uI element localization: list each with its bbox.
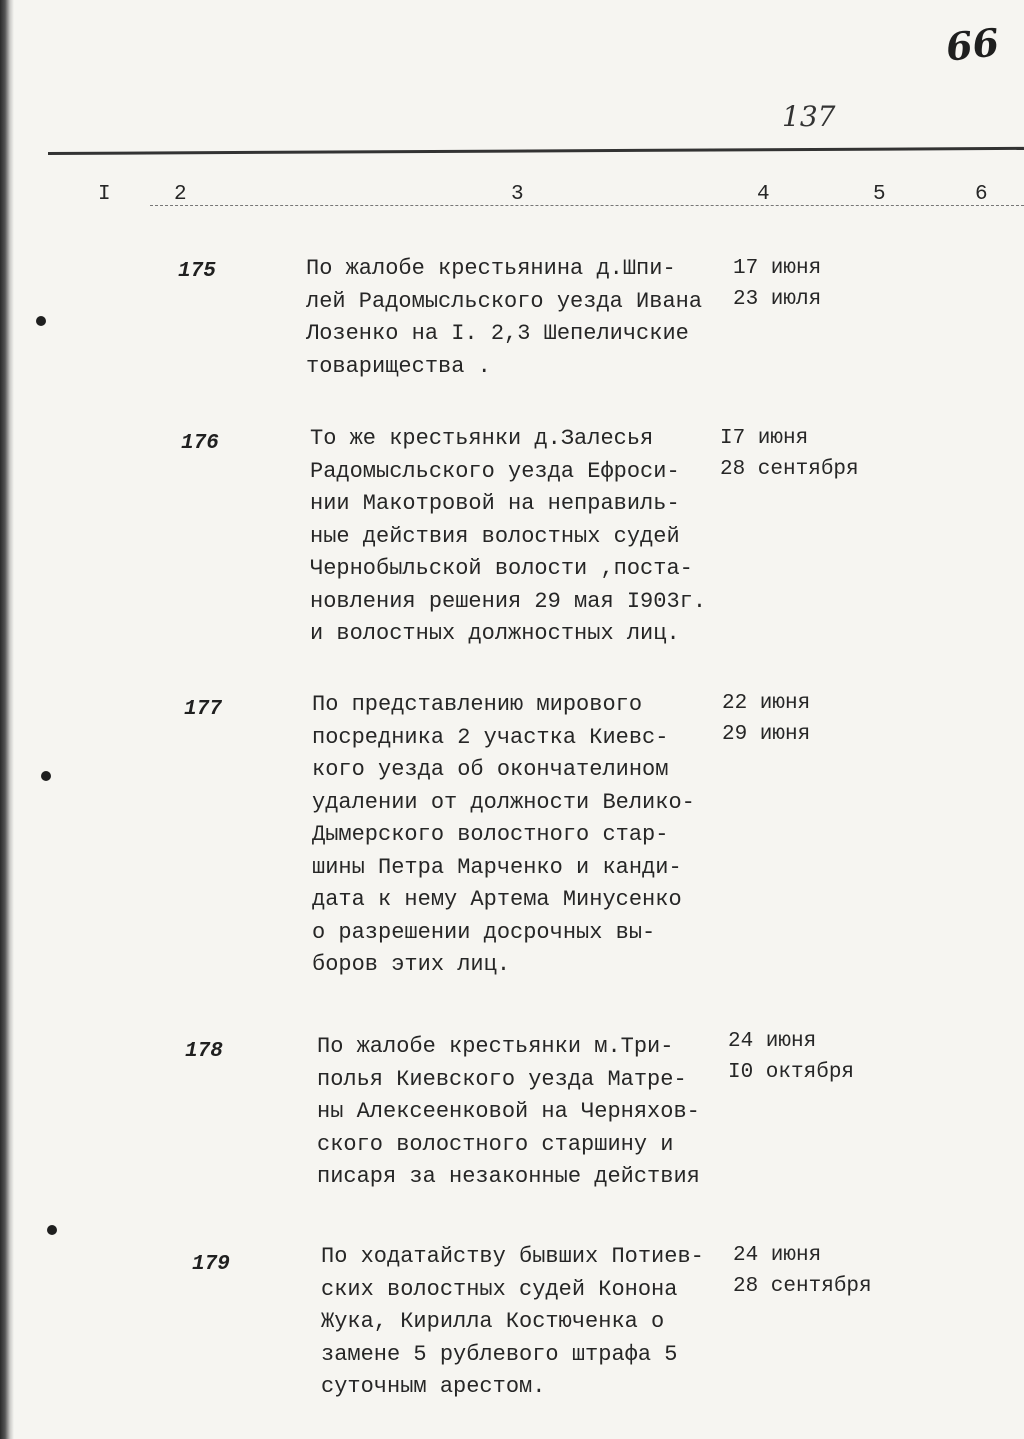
scan-edge-shadow: [0, 0, 14, 1439]
punch-hole-mark: [41, 771, 51, 781]
entry-number: 179: [192, 1253, 230, 1276]
entry-dates: 24 июня I0 октября: [728, 1030, 855, 1084]
handwritten-folio-number: 66: [943, 19, 1002, 70]
punch-hole-mark: [47, 1225, 57, 1235]
column-number-2: 2: [174, 183, 187, 206]
entry-number: 177: [184, 698, 222, 721]
entry-description: По жалобе крестьянина д.Шпи- лей Радомысльского уезда Ивана Лозенко на I. 2,3 Шепеличские товарищества .: [306, 256, 703, 379]
column-number-1: I: [98, 183, 111, 206]
entry-description: По жалобе крестьянки м.Три- полья Киевского уезда Матре- ны Алексеенковой на Черняхов- ского волостного старшину и писаря за незаконные действия: [317, 1034, 700, 1189]
entry-dates: 17 июня 23 июля: [733, 257, 822, 311]
typed-folio-number: 137: [782, 100, 836, 133]
column-number-6: 6: [975, 183, 988, 206]
entry-number: 178: [185, 1040, 223, 1063]
punch-hole-mark: [36, 316, 46, 326]
entry-number: 175: [178, 260, 216, 283]
entry-description: По ходатайству бывших Потиев- ских волостных судей Конона Жука, Кирилла Костюченка о замене 5 рублевого штрафа 5 суточным арестом.: [321, 1244, 704, 1399]
entry-dates: I7 июня 28 сентября: [720, 427, 859, 481]
header-rule: [48, 147, 1024, 155]
column-number-5: 5: [873, 183, 886, 206]
entry-description: То же крестьянки д.Залесья Радомысльского уезда Ефроси- нии Макотровой на неправиль- ные действия волостных судей Чернобыльской волости ,поста- новления решения 29 мая I903г. и волостных должностных лиц.: [310, 426, 707, 646]
entry-dates: 24 июня 28 сентября: [733, 1244, 872, 1298]
column-number-4: 4: [757, 183, 770, 206]
entry-description: По представлению мирового посредника 2 участка Киевс- кого уезда об окончателином удалении от должности Велико- Дымерского волостного стар- шины Петра Марченко и канди- дата к нему Артема Минусенко о разрешении досрочных вы- боров этих лиц.: [312, 692, 695, 977]
entry-dates: 22 июня 29 июня: [722, 692, 811, 746]
entry-number: 176: [181, 432, 219, 455]
column-header-rule: [150, 205, 1024, 206]
column-number-3: 3: [511, 183, 524, 206]
